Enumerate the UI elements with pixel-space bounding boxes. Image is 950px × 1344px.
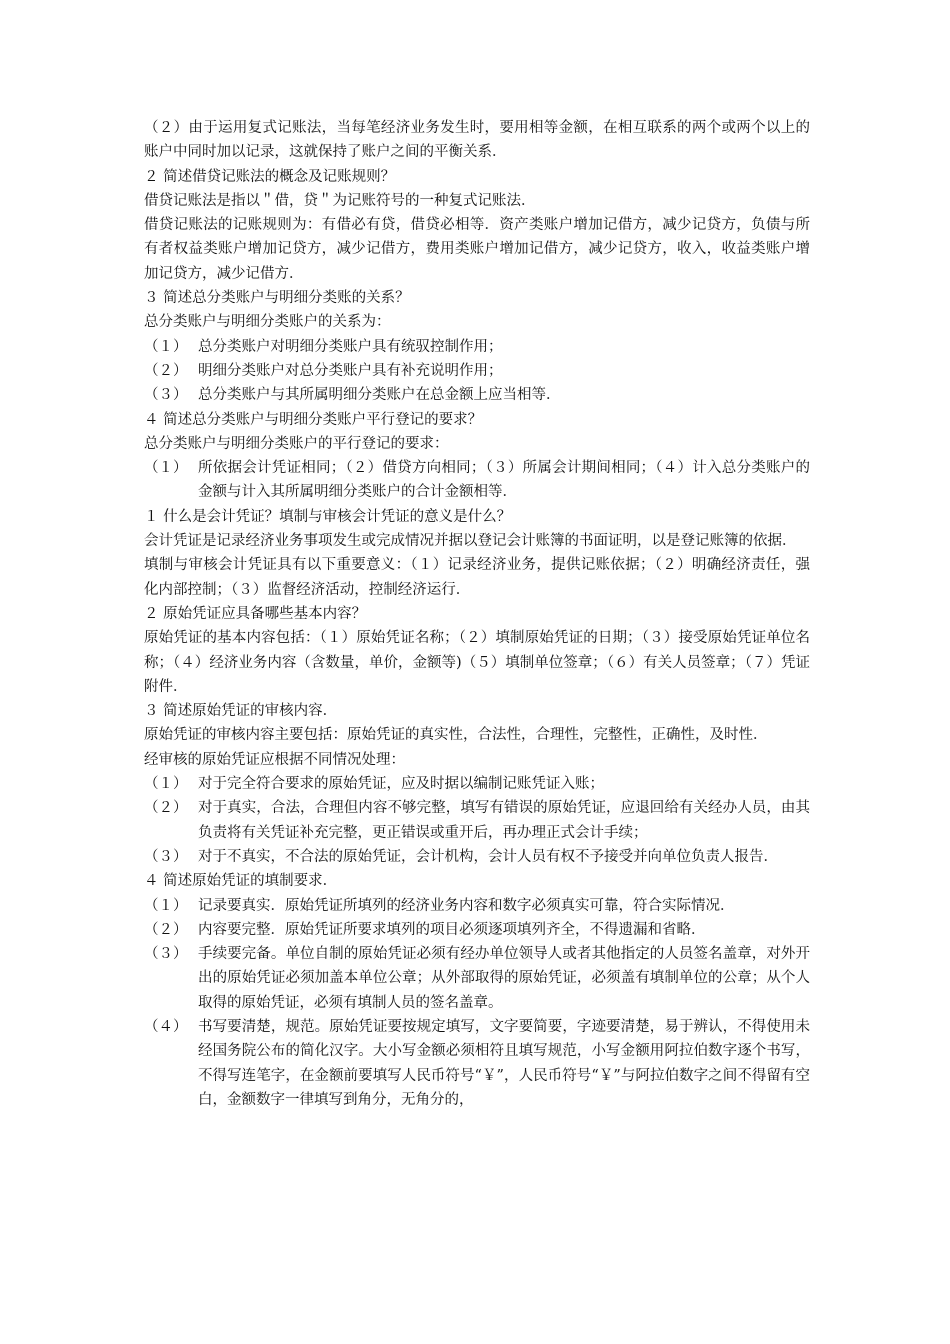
list-item-text: 内容要完整．原始凭证所要求填列的项目必须逐项填列齐全，不得遗漏和省略．: [198, 921, 706, 938]
question-voucher-filling-requirements: ４ 简述原始凭证的填制要求．: [144, 873, 338, 890]
document-page: [144, 116, 810, 1112]
paragraph-ledger-relation-intro: 总分类账户与明细分类账户的关系为：: [144, 314, 391, 331]
list-item-number: （４）: [144, 1018, 188, 1035]
question-accounting-voucher: １ 什么是会计凭证？填制与审核会计凭证的意义是什么？: [144, 508, 512, 525]
list-item-text: 总分类账户与其所属明细分类账户在总金额上应当相等．: [198, 387, 561, 404]
list-item-number: （１）: [144, 460, 188, 477]
question-voucher-review: ３ 简述原始凭证的审核内容．: [144, 703, 338, 720]
question-debit-credit-method: ２ 简述借贷记账法的概念及记账规则？: [144, 168, 396, 185]
list-item: [144, 894, 810, 918]
list-item-text: 所依据会计凭证相同；（２）借贷方向相同；（３）所属会计期间相同；（４）计入总分类账户的金额与计入其所属明细分类账户的合计金额相等．: [198, 460, 810, 501]
paragraph-debit-credit-rules: 借贷记账法的记账规则为：有借必有贷，借贷必相等．资产类账户增加记借方，减少记贷方，负债与所有者权益类账户增加记贷方，减少记借方，费用类账户增加记借方，减少记贷方，收入，收益类账户增加记贷方，减少记借方．: [144, 217, 810, 282]
question-parallel-posting: ４ 简述总分类账户与明细分类账户平行登记的要求？: [144, 411, 483, 428]
list-item: [144, 918, 810, 942]
list-item: [144, 456, 810, 505]
list-item: [144, 359, 810, 383]
list-item: [144, 772, 810, 796]
list-item: [144, 1015, 810, 1112]
question-original-voucher-content: ２ 原始凭证应具备哪些基本内容？: [144, 605, 367, 622]
list-item-number: （１）: [144, 897, 188, 914]
list-item: [144, 383, 810, 407]
list-item: [144, 796, 810, 845]
list-item-number: （１）: [144, 776, 188, 793]
list-item-text: 总分类账户对明细分类账户具有统驭控制作用；: [198, 338, 503, 355]
list-item-text: 手续要完备。单位自制的原始凭证必须有经办单位领导人或者其他指定的人员签名盖章，对外开出的原始凭证必须加盖本单位公章；从外部取得的原始凭证，必须盖有填制单位的公章；从个人取得的原始凭证，必须有填制人员的签名盖章。: [198, 946, 810, 1011]
paragraph-double-entry-balance: （２）由于运用复式记账法，当每笔经济业务发生时，要用相等金额，在相互联系的两个或两个以上的账户中同时加以记录，这就保持了账户之间的平衡关系．: [144, 120, 810, 161]
list-item: [144, 845, 810, 869]
list-item-number: （２）: [144, 800, 188, 817]
list-item-number: （１）: [144, 338, 188, 355]
paragraph-parallel-posting-intro: 总分类账户与明细分类账户的平行登记的要求：: [144, 435, 449, 452]
list-item-number: （２）: [144, 362, 188, 379]
list-item-text: 对于真实，合法，合理但内容不够完整，填写有错误的原始凭证，应退回给有关经办人员，由其负责将有关凭证补充完整，更正错误或重开后，再办理正式会计手续；: [198, 800, 810, 841]
paragraph-voucher-significance: 填制与审核会计凭证具有以下重要意义：（１）记录经济业务，提供记账依据；（２）明确经济责任，强化内部控制；（３）监督经济活动，控制经济运行．: [144, 557, 810, 598]
list-item-number: （３）: [144, 848, 188, 865]
paragraph-debit-credit-definition: 借贷记账法是指以＂借，贷＂为记账符号的一种复式记账法．: [144, 192, 536, 209]
list-item: [144, 335, 810, 359]
list-item-number: （３）: [144, 387, 188, 404]
list-item-number: （３）: [144, 946, 188, 963]
paragraph-voucher-definition: 会计凭证是记录经济业务事项发生或完成情况并据以登记会计账簿的书面证明，以是登记账簿的依据．: [144, 533, 797, 550]
list-item-text: 对于不真实，不合法的原始凭证，会计机构，会计人员有权不予接受并向单位负责人报告．: [198, 848, 778, 865]
list-item-number: （２）: [144, 921, 188, 938]
question-ledger-relation: ３ 简述总分类账户与明细分类账的关系？: [144, 290, 410, 307]
list-item-text: 记录要真实．原始凭证所填列的经济业务内容和数字必须真实可靠，符合实际情况．: [198, 897, 735, 914]
list-item-text: 明细分类账户对总分类账户具有补充说明作用；: [198, 362, 503, 379]
paragraph-voucher-review-content: 原始凭证的审核内容主要包括：原始凭证的真实性，合法性，合理性，完整性，正确性，及时性．: [144, 727, 768, 744]
list-item-text: 书写要清楚，规范。原始凭证要按规定填写，文字要简要，字迹要清楚，易于辨认，不得使用未经国务院公布的简化汉字。大小写金额必须相符且填写规范，小写金额用阿拉伯数字逐个书写，不得写连笔字，在金额前要填写人民币符号“￥”，人民币符号“￥”与阿拉伯数字之间不得留有空白，金额数字一律填写到角分，无角分的，: [198, 1018, 810, 1108]
paragraph-voucher-handling-intro: 经审核的原始凭证应根据不同情况处理：: [144, 751, 405, 768]
list-item-text: 对于完全符合要求的原始凭证，应及时据以编制记账凭证入账；: [198, 776, 604, 793]
list-item: [144, 942, 810, 1015]
paragraph-original-voucher-content: 原始凭证的基本内容包括：（１）原始凭证名称；（２）填制原始凭证的日期；（３）接受原始凭证单位名称；（４）经济业务内容（含数量，单价，金额等)（５）填制单位签章；（６）有关人员签章；（７）凭证附件．: [144, 630, 810, 695]
